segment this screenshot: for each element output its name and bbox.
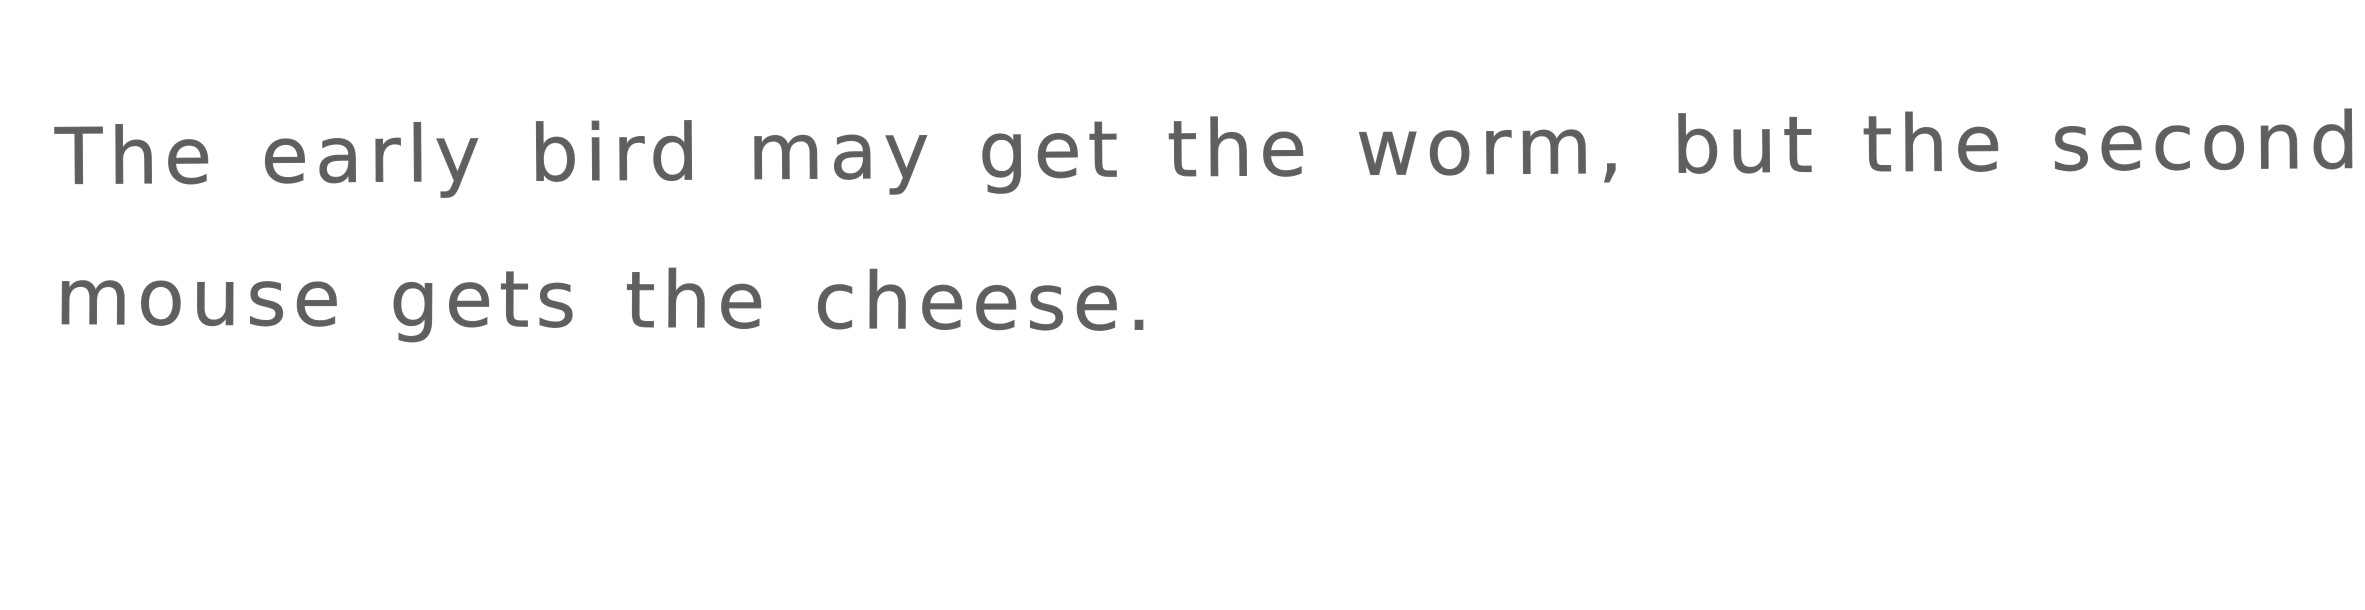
handwritten-text xyxy=(54,88,2365,368)
text-line-2: mouse gets the cheese. xyxy=(54,253,1158,349)
text-line-1: The early bird may get the worm, but the second xyxy=(54,96,2365,203)
